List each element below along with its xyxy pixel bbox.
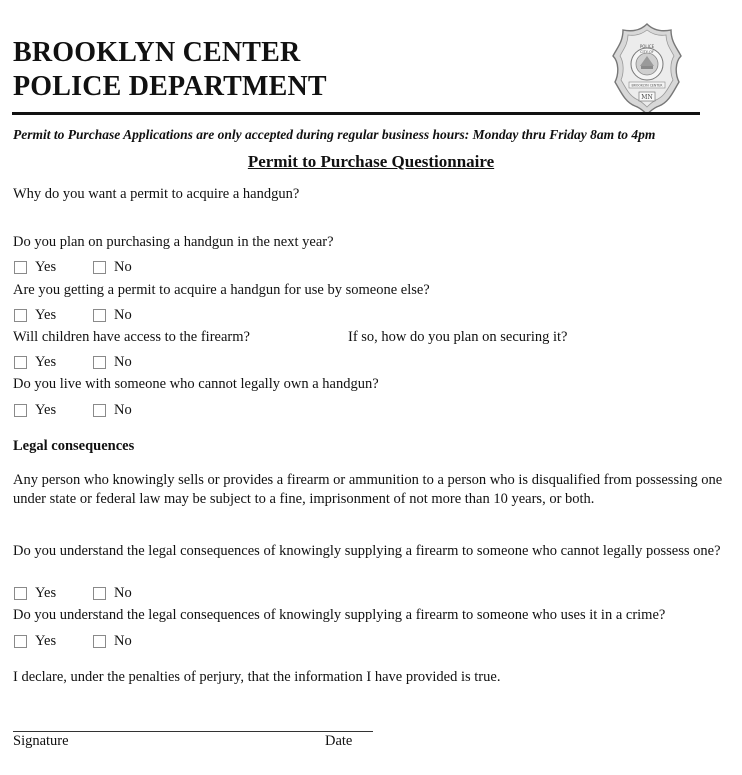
page-title <box>0 152 742 172</box>
checkbox[interactable] <box>14 356 27 369</box>
checkbox[interactable] <box>14 635 27 648</box>
question-plan: Do you plan on purchasing a handgun in the next year? <box>13 234 334 250</box>
option-yes[interactable] <box>14 259 56 276</box>
checkbox[interactable] <box>93 309 106 322</box>
option-yes[interactable] <box>14 633 56 650</box>
checkbox[interactable] <box>14 309 27 322</box>
question-live-with: Do you live with someone who cannot legally own a handgun? <box>13 376 379 392</box>
option-no-label: No <box>114 258 132 275</box>
option-no-label: No <box>114 584 132 601</box>
options-live-with <box>14 401 132 419</box>
legal-text: Any person who knowingly sells or provides a firearm or ammunition to a person who is disqualified from possessing one under state or federal law may be subject to a fine, imprisonment of not more than 10 years, or both. <box>13 472 723 507</box>
option-no-label: No <box>114 401 132 418</box>
question-why: Why do you want a permit to acquire a handgun? <box>13 186 300 202</box>
option-no[interactable] <box>93 633 132 650</box>
question-someone-else: Are you getting a permit to acquire a handgun for use by someone else? <box>13 282 430 298</box>
question-understand-1: Do you understand the legal consequences of knowingly supplying a firearm to someone who cannot legally possess one? <box>13 543 721 559</box>
options-understand-1 <box>14 584 132 602</box>
option-no-label: No <box>114 306 132 323</box>
option-yes-label: Yes <box>35 401 57 418</box>
options-plan <box>14 258 132 276</box>
option-yes-label: Yes <box>35 353 57 370</box>
question-understand-2: Do you understand the legal consequences of knowingly supplying a firearm to someone who uses it in a crime? <box>13 607 666 623</box>
option-yes[interactable] <box>14 402 56 419</box>
checkbox[interactable] <box>93 587 106 600</box>
option-yes-label: Yes <box>35 584 57 601</box>
question-children: Will children have access to the firearm? <box>13 329 250 345</box>
signature-line[interactable] <box>13 731 373 732</box>
date-label: Date <box>325 733 353 749</box>
option-yes[interactable] <box>14 307 56 324</box>
option-no-label: No <box>114 353 132 370</box>
header-rule <box>12 112 700 115</box>
options-understand-2 <box>14 632 132 650</box>
option-yes-label: Yes <box>35 306 57 323</box>
declaration: I declare, under the penalties of perjury, that the information I have provided is true. <box>13 669 501 685</box>
options-someone-else <box>14 306 132 324</box>
option-no[interactable] <box>93 259 132 276</box>
police-badge-icon <box>611 22 683 116</box>
checkbox[interactable] <box>14 404 27 417</box>
question-securing: If so, how do you plan on securing it? <box>348 329 568 345</box>
badge-state: MN <box>641 94 653 101</box>
badge-text-top: POLICE <box>639 44 655 49</box>
checkbox[interactable] <box>93 356 106 369</box>
option-no[interactable] <box>93 402 132 419</box>
signature-label: Signature <box>13 733 69 749</box>
checkbox[interactable] <box>93 635 106 648</box>
option-no[interactable] <box>93 307 132 324</box>
option-yes[interactable] <box>14 354 56 371</box>
checkbox[interactable] <box>93 404 106 417</box>
option-no-label: No <box>114 632 132 649</box>
checkbox[interactable] <box>14 261 27 274</box>
options-children <box>14 353 132 371</box>
business-hours-notice: Permit to Purchase Applications are only accepted during regular business hours: Monday thru Friday 8am to 4pm <box>13 127 656 142</box>
option-yes-label: Yes <box>35 632 57 649</box>
checkbox[interactable] <box>93 261 106 274</box>
option-no[interactable] <box>93 354 132 371</box>
badge-text-bottom: BROOKLYN CENTER <box>631 83 663 88</box>
department-name-line1: BROOKLYN CENTER <box>13 37 301 68</box>
legal-heading: Legal consequences <box>13 438 135 454</box>
option-yes-label: Yes <box>35 258 57 275</box>
badge-text-city: CITY OF <box>640 50 654 54</box>
option-yes[interactable] <box>14 585 56 602</box>
department-name-line2: POLICE DEPARTMENT <box>13 71 327 102</box>
option-no[interactable] <box>93 585 132 602</box>
checkbox[interactable] <box>14 587 27 600</box>
page-title-text: Permit to Purchase Questionnaire <box>247 152 495 171</box>
